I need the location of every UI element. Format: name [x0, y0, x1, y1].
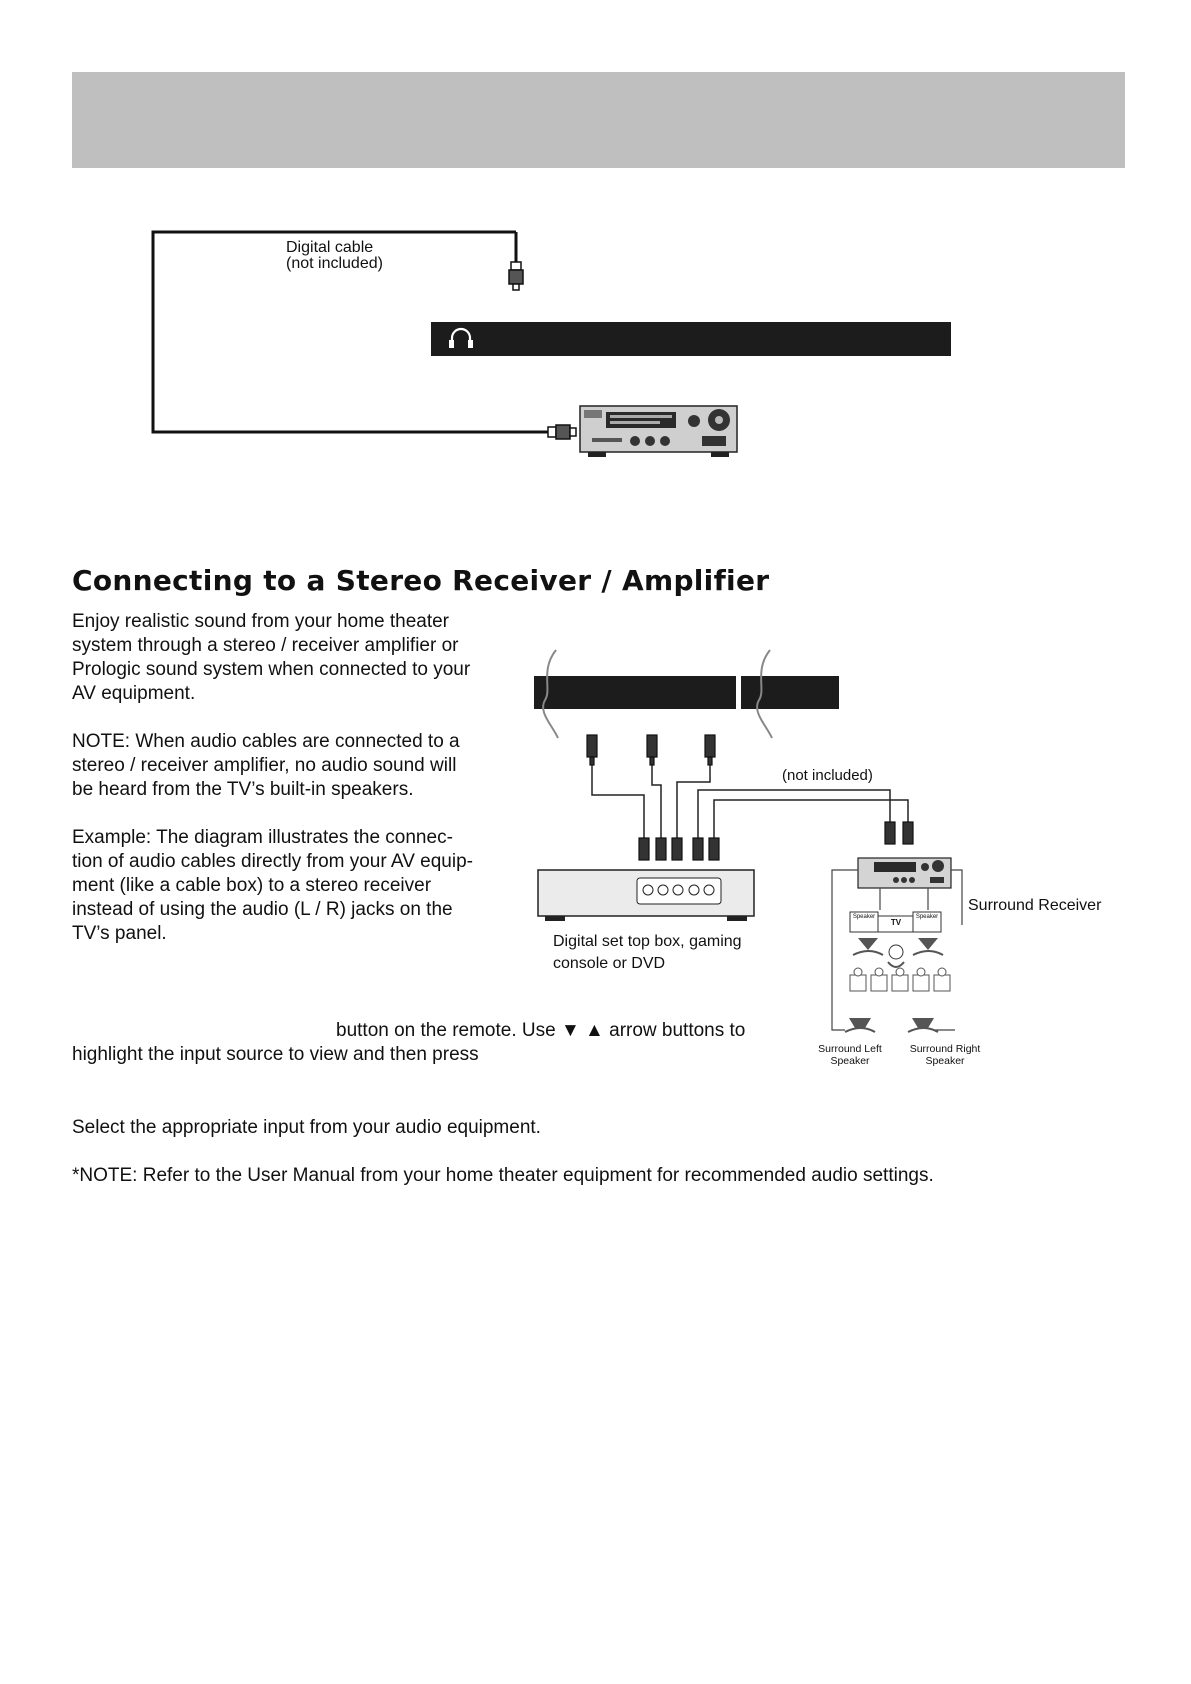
- step1-line1: button on the remote. Use ▼ ▲ arrow buttons to: [336, 1020, 746, 1041]
- surround-receiver-icon: [858, 858, 951, 888]
- panel-plugs: [587, 735, 715, 765]
- step1-line2: highlight the input source to view and then press: [72, 1044, 479, 1065]
- intro-line: AV equipment.: [72, 683, 196, 704]
- speaker-right-label: Speaker: [915, 914, 939, 920]
- surround-speakers: [845, 1018, 938, 1032]
- cable-label-line2: (not included): [286, 255, 383, 272]
- intro-line: Prologic sound system when connected to your: [72, 659, 471, 680]
- tv-panel-strip-left: [534, 676, 736, 709]
- example-line: Example: The diagram illustrates the connec-: [72, 827, 453, 848]
- section-title: Connecting to a Stereo Receiver / Amplifier: [72, 564, 770, 597]
- surround-right-label-line1: Surround Right: [909, 1043, 981, 1055]
- example-line: TV’s panel.: [72, 923, 167, 944]
- box-plugs: [639, 822, 913, 860]
- tv-label: TV: [890, 918, 902, 927]
- not-included-label: (not included): [782, 767, 873, 784]
- device-label-line2: console or DVD: [553, 955, 666, 972]
- surround-receiver-label: Surround Receiver: [968, 897, 1102, 914]
- example-line: ment (like a cable box) to a stereo receiver: [72, 875, 432, 896]
- note-line: stereo / receiver amplifier, no audio sound will: [72, 755, 457, 776]
- cable-label-line1: Digital cable: [286, 239, 374, 256]
- note-line: NOTE: When audio cables are connected to a: [72, 731, 460, 752]
- note-line: be heard from the TV’s built-in speakers.: [72, 779, 414, 800]
- intro-line: Enjoy realistic sound from your home theater: [72, 611, 450, 632]
- surround-right-label-line2: Speaker: [925, 1055, 965, 1067]
- speaker-left-label: Speaker: [852, 914, 876, 920]
- surround-left-label-line1: Surround Left: [818, 1043, 882, 1055]
- device-label-line1: Digital set top box, gaming: [553, 933, 742, 950]
- set-top-box-icon: [538, 870, 754, 921]
- tv-panel-strip-right: [741, 676, 839, 709]
- intro-line: system through a stereo / receiver amplifier or: [72, 635, 459, 656]
- audience-seats: [850, 968, 950, 991]
- example-line: tion of audio cables directly from your AV equip-: [72, 851, 473, 872]
- surround-left-label-line2: Speaker: [830, 1055, 870, 1067]
- footnote-text: *NOTE: Refer to the User Manual from your home theater equipment for recommended audio settings.: [72, 1165, 934, 1186]
- example-line: instead of using the audio (L / R) jacks on the: [72, 899, 453, 920]
- step2-text: Select the appropriate input from your audio equipment.: [72, 1117, 541, 1138]
